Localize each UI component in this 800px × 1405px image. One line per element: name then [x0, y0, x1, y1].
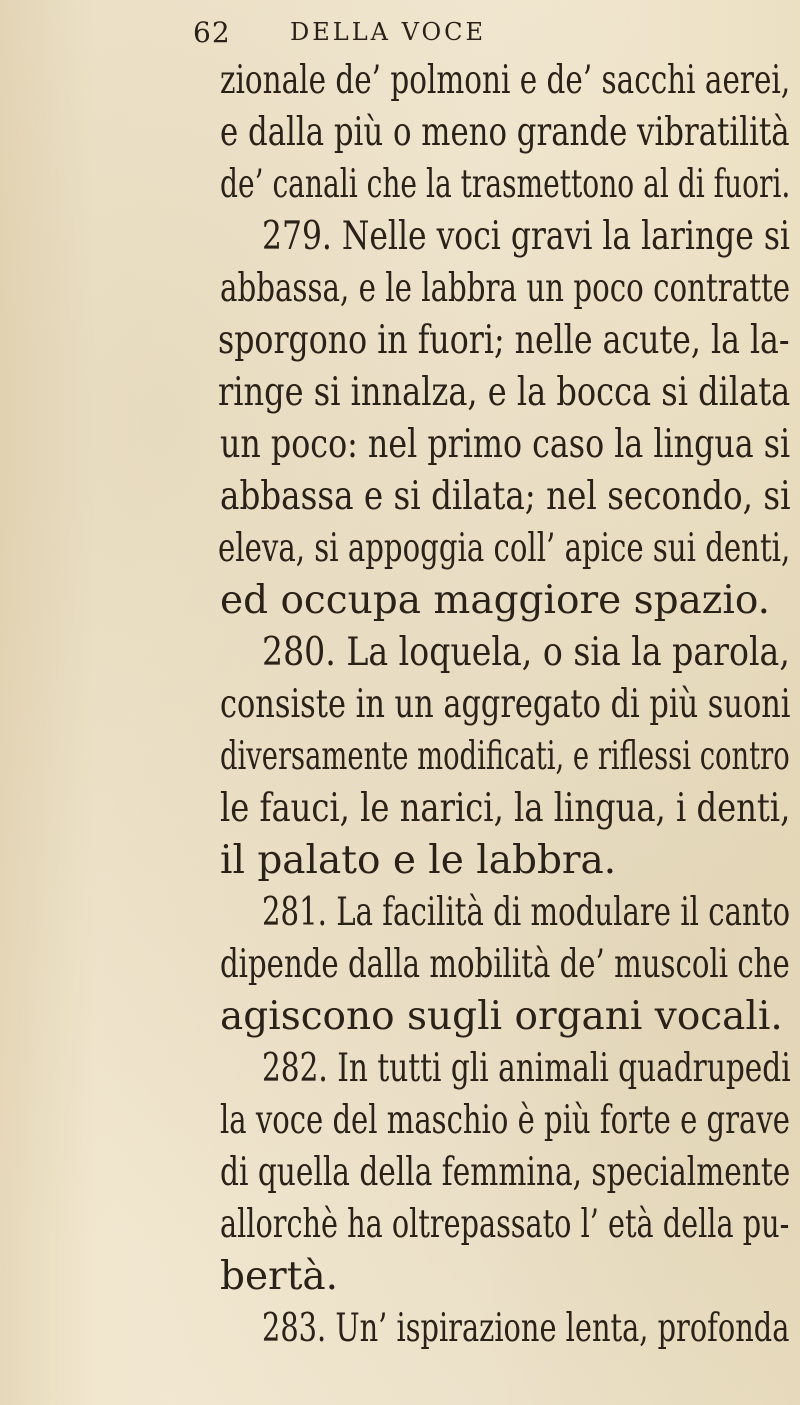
text-line: agiscono sugli organi vocali. — [220, 994, 783, 1039]
text-line: ringe si innalza, e la bocca si dilata — [218, 370, 791, 415]
text-line: bertà. — [220, 1254, 339, 1299]
running-head — [0, 12, 800, 52]
text-line: 282. In tutti gli animali quadrupedi — [262, 1046, 791, 1091]
text-line: allorchè ha oltrepassato l’ età della pu- — [220, 1202, 790, 1247]
text-line: diversamente modificati, e riflessi contro — [220, 734, 790, 779]
page-number: 62 — [193, 16, 231, 49]
text-line: zionale de’ polmoni e de’ sacchi aerei, — [220, 58, 791, 103]
text-line: sporgono in fuori; nelle acute, la la- — [218, 318, 790, 363]
text-line: consiste in un aggregato di più suoni — [220, 682, 791, 727]
text-line: il palato e le labbra. — [220, 838, 617, 883]
text-line: abbassa, e le labbra un poco contratte — [220, 266, 791, 311]
text-line: 281. La facilità di modulare il canto — [262, 890, 791, 935]
text-line: abbassa e si dilata; nel secondo, si — [220, 474, 791, 519]
running-title: DELLA VOCE — [290, 18, 487, 46]
text-line: di quella della femmina, specialmente — [220, 1150, 791, 1195]
text-line: e dalla più o meno grande vibratilità — [220, 110, 790, 155]
text-line: dipende dalla mobilità de’ muscoli che — [220, 942, 790, 987]
text-line: 280. La loquela, o sia la parola, — [262, 630, 790, 675]
text-line: de’ canali che la trasmettono al di fuori. — [220, 162, 791, 207]
text-line: 279. Nelle voci gravi la laringe si — [262, 214, 790, 259]
text-line: 283. Un’ ispirazione lenta, profonda — [262, 1306, 790, 1351]
text-line: le fauci, le narici, la lingua, i denti, — [220, 786, 791, 831]
text-line: un poco: nel primo caso la lingua si — [220, 422, 791, 467]
text-line: eleva, si appoggia coll’ apice sui denti, — [218, 526, 791, 571]
text-line: ed occupa maggiore spazio. — [220, 578, 771, 623]
text-line: la voce del maschio è più forte e grave — [220, 1098, 790, 1143]
